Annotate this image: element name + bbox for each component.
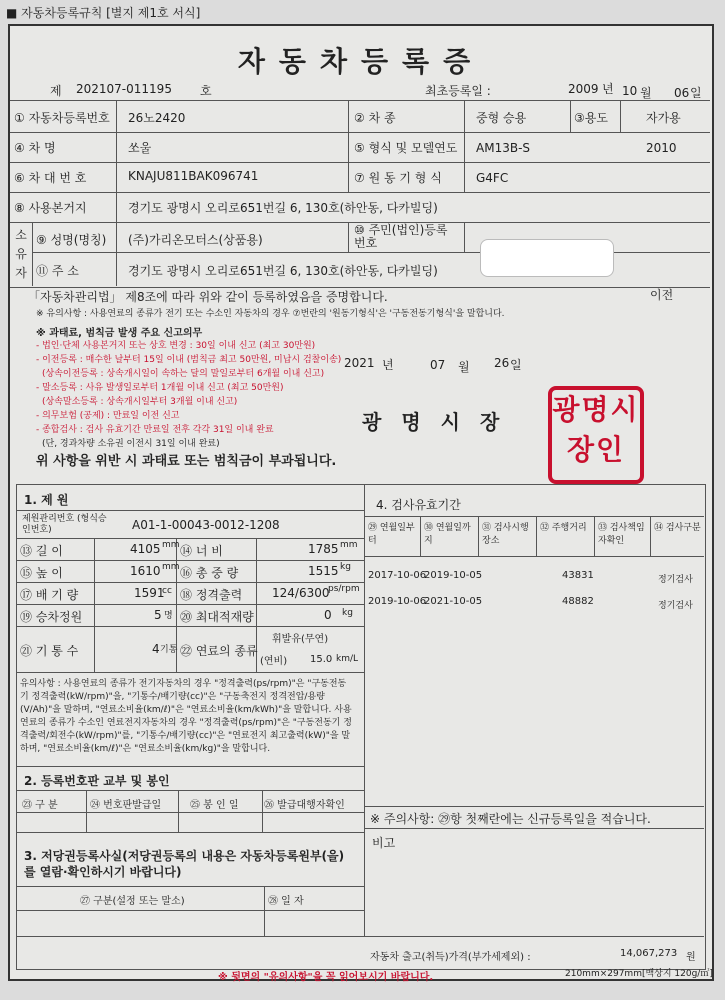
first-reg-m: 월 [640, 86, 652, 100]
spec-load-value: 0 [324, 608, 332, 622]
price-label: 자동차 출고(취득)가격(부가세제외) : [370, 952, 531, 963]
spec-fuel-label: ㉒ 연료의 종류 [180, 644, 258, 658]
issue-month: 07 [430, 358, 446, 372]
spec-eff-value: 15.0 [310, 654, 333, 665]
document-title: 자동차등록증 [237, 45, 485, 78]
spec-cylinders-unit: 기통 [160, 645, 178, 655]
label-model: ⑤ 형식 및 모델연도 [354, 141, 458, 155]
insp-cell: 정기검사 [658, 575, 693, 585]
insp-cell: 정기검사 [658, 601, 693, 611]
first-reg-y: 년 [602, 82, 614, 96]
spec-seats-unit: 명 [164, 611, 173, 621]
value-model-year: 2010 [646, 141, 677, 155]
fine-item: (단, 경과차량 소유권 이전시 31일 이내 완료) [42, 439, 220, 449]
spec-id-label: 제원관리번호 (형식승인번호) [22, 514, 107, 535]
price-value: 14,067,273 [620, 948, 678, 959]
certificate-frame [8, 24, 714, 981]
spec-cylinders-value: 4 [152, 642, 160, 656]
spec-power-value: 124/6300 [272, 586, 330, 600]
form-header: ■ 자동차등록규칙 [별지 제1호 서식] [6, 6, 201, 20]
label-base: ⑧ 사용본거지 [14, 201, 87, 215]
spec-displacement-label: ⑰ 배 기 량 [20, 588, 79, 602]
spec-seats-value: 5 [154, 608, 162, 622]
fines-title: ※ 과태료, 범칙금 발생 주요 신고의무 [36, 328, 203, 339]
price-unit: 원 [686, 952, 696, 963]
spec-id-value: A01-1-00043-0012-1208 [132, 518, 280, 532]
spec-height-label: ⑮ 높 이 [20, 566, 63, 580]
fine-item: - 종합검사 : 검사 유효기간 만료일 전후 각각 31일 이내 완료 [36, 425, 274, 435]
insp-cell: 2017-10-06 [368, 570, 427, 581]
plate-col-agent: ㉖ 발급대행자확인 [264, 800, 345, 811]
value-reg-number: 26노2420 [128, 111, 186, 125]
insp-cell: 2021-10-05 [424, 596, 483, 607]
spec-seats-label: ⑲ 승차정원 [20, 610, 83, 624]
value-engine: G4FC [476, 171, 509, 185]
value-owner-name: (주)가리온모터스(상품용) [128, 233, 263, 247]
label-engine: ⑦ 원 동 기 형 식 [354, 171, 442, 185]
transfer-label: 이전 [650, 288, 674, 302]
mortgage-col-type: ㉗ 구분(설정 또는 말소) [80, 896, 185, 907]
insp-cell: 48882 [562, 596, 594, 607]
reg-no-label: 제 [50, 84, 62, 98]
label-vehicle-name: ④ 차 명 [14, 141, 56, 155]
spec-width-label: ⑭ 너 비 [180, 544, 223, 558]
issue-year: 2021 [344, 356, 375, 370]
spec-power-label: ⑱ 정격출력 [180, 588, 243, 602]
first-reg-year: 2009 [568, 82, 599, 96]
label-usage: ③용도 [574, 111, 608, 125]
value-vehicle-name: 쏘울 [128, 141, 152, 155]
first-reg-d: 일 [690, 86, 702, 100]
fuel-note: ※ 유의사항 : 사용연료의 종류가 전기 또는 수소인 자동차의 경우 ⑦번란의 '원동기형식'은 '구동전동기형식'을 말합니다. [36, 309, 505, 319]
insp-col-mileage: ㉜ 주행거리 [540, 523, 587, 533]
plate-col-issue-date: ㉔ 번호판발급일 [90, 800, 162, 811]
issue-y: 년 [382, 358, 394, 372]
insp-cell: 2019-10-06 [368, 596, 427, 607]
remarks-label: 비고 [372, 836, 396, 850]
spec-width-value: 1785 [308, 542, 339, 556]
issuer-name: 광명시장 [362, 410, 520, 434]
spec-height-value: 1610 [130, 564, 161, 578]
mortgage-title: 3. 저당권등록사실(저당권등록의 내용은 자동차등록원부(을)를 열람·확인하시기 바랍니다) [24, 849, 345, 879]
mortgage-col-date: ㉘ 일 자 [268, 896, 304, 907]
redacted-id [480, 239, 614, 277]
value-vin: KNAJU811BAK096741 [128, 169, 259, 183]
plate-col-seal-date: ㉕ 봉 인 일 [190, 800, 239, 811]
inspection-note: ※ 주의사항: ㉙항 첫째란에는 신규등록일을 적습니다. [370, 812, 651, 826]
spec-title: 1. 제 원 [24, 493, 69, 507]
insp-cell: 43831 [562, 570, 594, 581]
issue-day: 26 [494, 356, 510, 370]
fine-item: - 말소등록 : 사유 발생일로부터 1개월 이내 신고 (최고 50만원) [36, 383, 284, 393]
value-usage: 자가용 [646, 111, 681, 125]
paper-spec: 210mm×297mm[백상지 120g/㎡] [565, 969, 713, 979]
label-reg-number: ① 자동차등록번호 [14, 111, 110, 125]
spec-note: 유의사항 : 사용연료의 종류가 전기자동차의 경우 "정격출력(ps/rpm)"은 "구동전동기 정격출력(kW/rpm)"을, "기통수/배기량(cc)"은 "구동축전지 정격전압/용량(V/Ah)"을 말하며, "연료소비율(km/ℓ)"은 "연료소비율(km/kWh)"을 말합니다. 사용연료의 종류가 수소인 연료전지자동차의 경우 "정격출력(ps/rpm)"은 "구동전동기 정격출력/회전수(kW/rpm)"를, "기통수/배기량(cc)"은 "연료전지 최고출력(kW)"을 말하며, "연료소비율(km/ℓ)"은 "연료소비율(km/kg)"을 말합니다. [20, 679, 352, 754]
label-vin: ⑥ 차 대 번 호 [14, 171, 87, 185]
insp-col-kind: ㉞ 검사구분 [654, 523, 701, 533]
spec-load-label: ⑳ 최대적재량 [180, 610, 254, 624]
value-model: AM13B-S [476, 141, 531, 155]
first-reg-month: 10 [622, 84, 638, 98]
spec-weight-value: 1515 [308, 564, 339, 578]
value-base: 경기도 광명시 오리로651번길 6, 130호(하안동, 다카빌딩) [128, 201, 438, 215]
fine-item: - 의무보험 (공제) : 만료일 이전 신고 [36, 411, 180, 421]
insp-col-to: ㉚ 연월일까지 [424, 523, 471, 546]
spec-height-unit: mm [162, 562, 180, 572]
label-owner-id: ⑩ 주민(법인)등록번호 [354, 223, 448, 250]
spec-eff-unit: km/L [336, 654, 359, 664]
spec-power-unit: ps/rpm [328, 584, 360, 594]
label-owner-name: ⑨ 성명(명칭) [36, 233, 107, 247]
fine-item: (상속이전등록 : 상속개시일이 속하는 달의 말일로부터 6개월 이내 신고) [42, 369, 325, 379]
spec-displacement-unit: cc [162, 586, 172, 596]
cert-text: 「자동차관리법」 제8조에 따라 위와 같이 등록하였음을 증명합니다. [28, 290, 388, 304]
official-seal-stamp: 광명시장인 [548, 386, 644, 484]
label-owner-address: ⑪ 주 소 [36, 264, 79, 278]
spec-length-label: ⑬ 길 이 [20, 544, 63, 558]
reg-no-value: 202107-011195 [76, 82, 172, 96]
value-vehicle-type: 중형 승용 [476, 111, 527, 125]
owner-side-label: 소유자 [15, 228, 27, 280]
spec-displacement-value: 1591 [134, 586, 165, 600]
footer-warning: ※ 뒷면의 "유의사항"을 꼭 읽어보시기 바랍니다. [218, 972, 434, 983]
spec-fuel-value: 휘발유(무연) [272, 634, 329, 645]
insp-cell: 2019-10-05 [424, 570, 483, 581]
issue-m: 월 [458, 360, 470, 374]
fines-warning: 위 사항을 위반 시 과태료 또는 범칙금이 부과됩니다. [36, 454, 337, 469]
insp-col-from: ㉙ 연월일부터 [368, 523, 415, 546]
plate-title: 2. 등록번호판 교부 및 봉인 [24, 774, 170, 788]
value-owner-address: 경기도 광명시 오리로651번길 6, 130호(하안동, 다카빌딩) [128, 264, 438, 278]
insp-col-inspector: ㉝ 검사책임자확인 [598, 523, 645, 546]
fine-item: - 법인·단체 사용본거지 또는 상호 변경 : 30일 이내 신고 (최고 30만원) [36, 341, 316, 351]
spec-eff-label: (연비) [260, 656, 288, 667]
spec-load-unit: kg [342, 608, 353, 618]
spec-length-value: 4105 [130, 542, 161, 556]
fine-item: - 이전등록 : 매수한 날부터 15일 이내 (범칙금 최고 50만원, 미납시 검찰이송) [36, 355, 342, 365]
plate-col-type: ㉓ 구 분 [22, 800, 58, 811]
spec-weight-unit: kg [340, 562, 351, 572]
issue-d: 일 [510, 358, 522, 372]
inspection-title: 4. 검사유효기간 [376, 498, 461, 512]
insp-col-place: ㉛ 검사시행장소 [482, 523, 529, 546]
first-reg-day: 06 [674, 86, 690, 100]
spec-width-unit: mm [340, 540, 358, 550]
fine-item: (상속말소등록 : 상속개시일부터 3개월 이내 신고) [42, 397, 238, 407]
spec-weight-label: ⑯ 총 중 량 [180, 566, 239, 580]
spec-length-unit: mm [162, 540, 180, 550]
reg-no-suffix: 호 [200, 84, 212, 98]
first-reg-label: 최초등록일 : [425, 84, 491, 98]
label-vehicle-type: ② 차 종 [354, 111, 396, 125]
spec-cylinders-label: ㉑ 기 통 수 [20, 644, 79, 658]
